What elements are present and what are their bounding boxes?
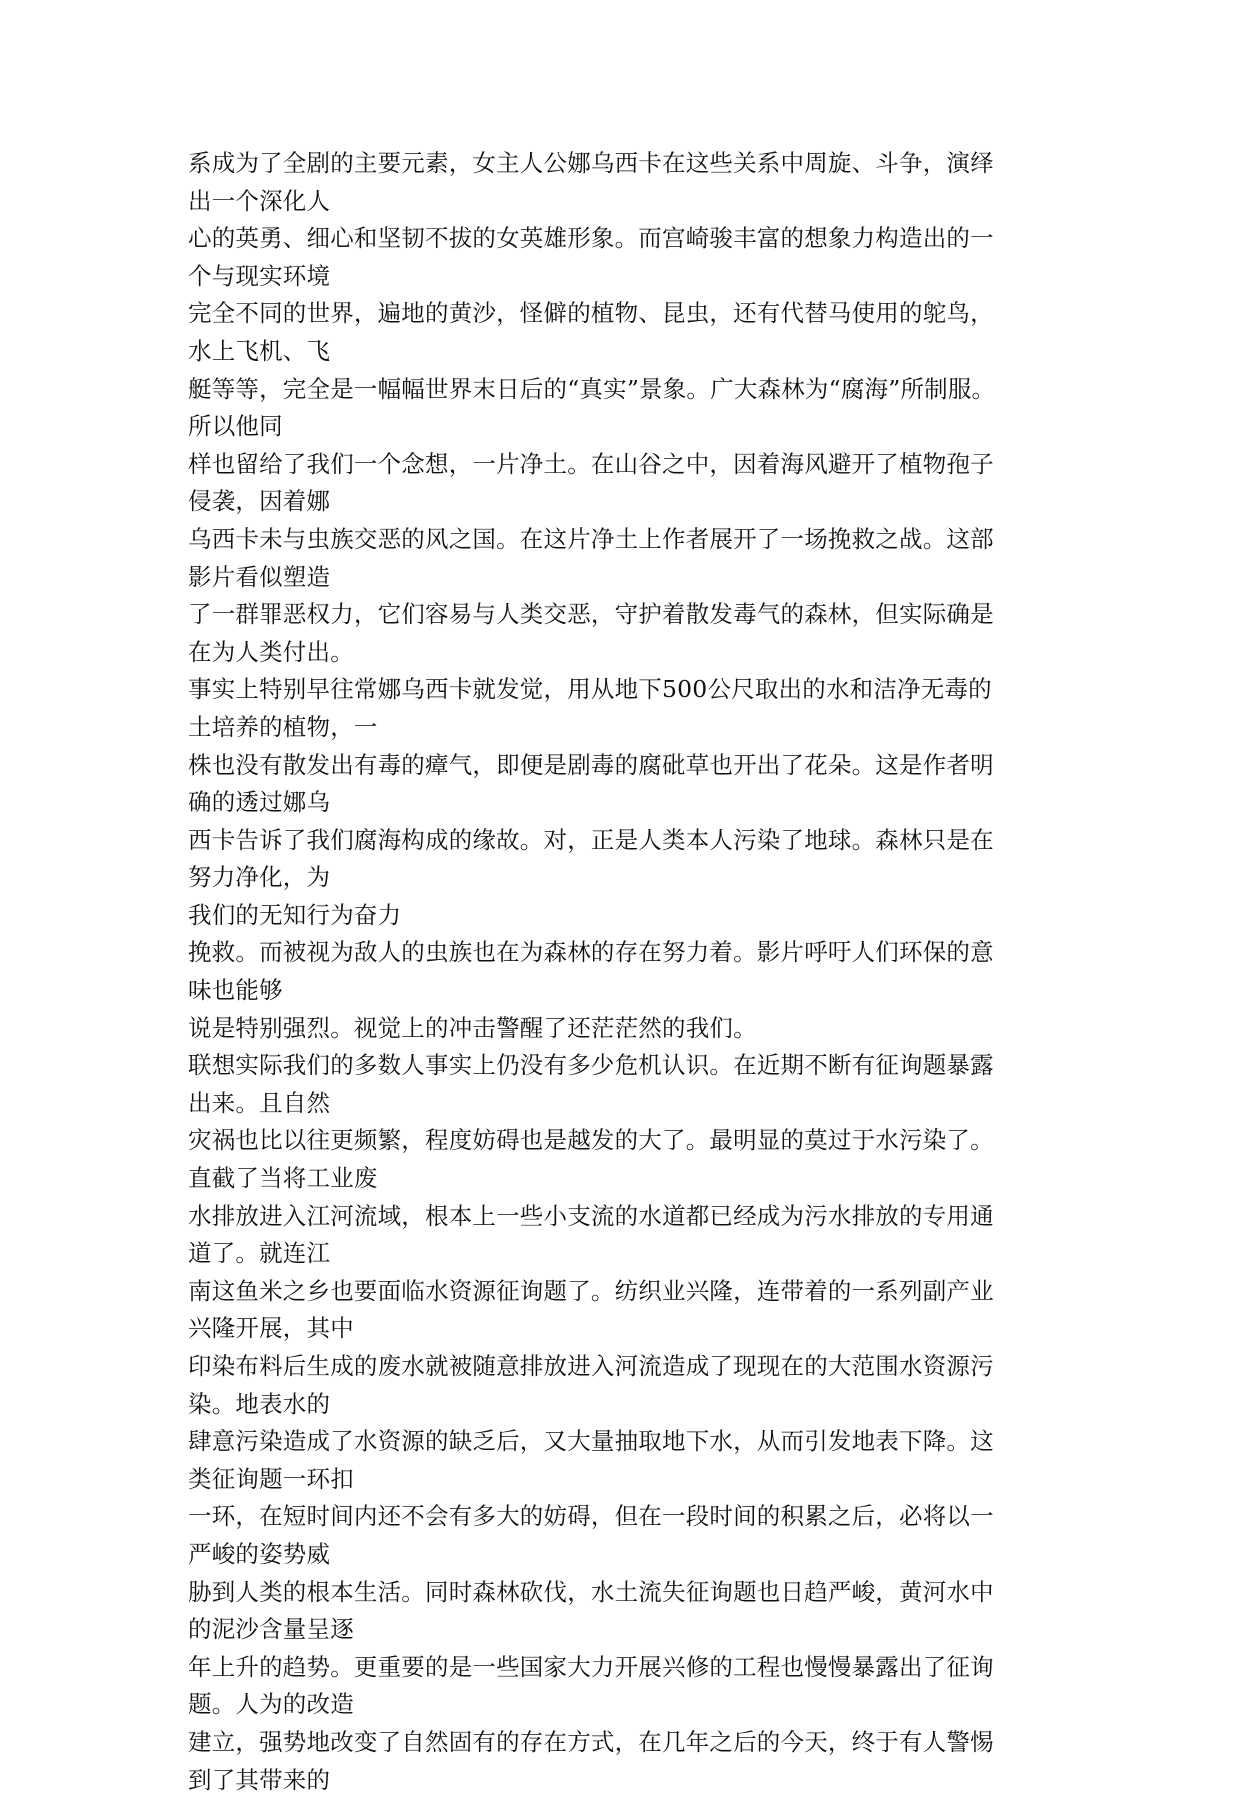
text-line: 道了。就连江 [188,1239,331,1268]
text-line: 联想实际我们的多数人事实上仍没有多少危机认识。在近期不断有征询题暴露 [188,1051,994,1080]
text-line: 印染布料后生成的废水就被随意排放进入河流造成了现现在的大范围水资源污 [188,1352,994,1380]
text-line: 肆意污染造成了水资源的缺乏后，又大量抽取地下水，从而引发地表下降。这 [188,1427,994,1456]
text-line: 到了其带来的 [188,1765,331,1794]
text-line: 系成为了全剧的主要元素，女主人公娜乌西卡在这些关系中周旋、斗争，演绎 [188,149,994,177]
text-line: 水上飞机、飞 [188,336,331,365]
text-line: 艇等等，完全是一幅幅世界末日后的“真实”景象。广大森林为“腐海”所制服。 [188,374,996,403]
text-line: 年上升的趋势。更重要的是一些国家大力开展兴修的工程也慢慢暴露出了征询 [188,1652,994,1681]
text-line: 在为人类付出。 [188,637,354,666]
text-line: 严峻的姿势威 [188,1539,331,1568]
text-line: 完全不同的世界，遍地的黄沙，怪僻的植物、昆虫，还有代替马使用的鸵鸟， [188,299,994,328]
text-line: 乌西卡未与虫族交恶的风之国。在这片净土上作者展开了一场挽救之战。这部 [188,524,994,553]
text-line: 出来。且自然 [188,1088,331,1117]
text-line: 说是特别强烈。视觉上的冲击警醒了还茫茫然的我们。 [188,1013,757,1042]
text-line: 事实上特别早往常娜乌西卡就发觉，用从地下500公尺取出的水和洁净无毒的 [188,675,992,704]
text-line: 努力净化，为 [188,863,331,892]
text-line: 南这鱼米之乡也要面临水资源征询题了。纺织业兴隆，连带着的一系列副产业 [188,1276,994,1305]
text-line: 个与现实环境 [188,261,331,290]
text-line: 出一个深化人 [188,186,331,215]
text-line: 建立，强势地改变了自然固有的存在方式，在几年之后的今天，终于有人警惕 [188,1727,994,1756]
text-line: 挽救。而被视为敌人的虫族也在为森林的存在努力着。影片呼吁人们环保的意 [188,938,994,967]
text-line: 直截了当将工业废 [188,1164,378,1193]
text-line: 类征询题一环扣 [188,1464,354,1493]
text-line: 我们的无知行为奋力 [188,900,402,929]
text-line: 灾祸也比以往更频繁，程度妨碍也是越发的大了。最明显的莫过于水污染了。 [188,1126,994,1155]
text-line: 心的英勇、细心和坚韧不拔的女英雄形象。而宫崎骏丰富的想象力构造出的一 [188,224,994,253]
text-line: 西卡告诉了我们腐海构成的缘故。对，正是人类本人污染了地球。森林只是在 [188,825,994,854]
text-line: 的泥沙含量呈逐 [188,1615,354,1644]
text-line: 题。人为的改造 [188,1690,354,1719]
body-text [188,145,1058,1799]
text-line: 兴隆开展，其中 [188,1314,354,1343]
text-line: 影片看似塑造 [188,562,331,591]
text-line: 胁到人类的根本生活。同时森林砍伐，水土流失征询题也日趋严峻，黄河水中 [188,1577,994,1606]
text-line: 确的透过娜乌 [188,788,331,817]
text-line: 水排放进入江河流域，根本上一些小支流的水道都已经成为污水排放的专用通 [188,1201,994,1230]
text-line: 侵袭，因着娜 [188,487,331,516]
text-line: 一环，在短时间内还不会有多大的妨碍，但在一段时间的积累之后，必将以一 [188,1502,994,1531]
text-line: 味也能够 [188,976,283,1005]
text-line: 样也留给了我们一个念想，一片净土。在山谷之中，因着海风避开了植物孢子 [188,449,994,478]
text-line: 染。地表水的 [188,1389,331,1418]
text-line: 土培养的植物，一 [188,712,378,741]
text-line: 株也没有散发出有毒的瘴气，即便是剧毒的腐砒草也开出了花朵。这是作者明 [188,750,994,779]
text-line: 所以他同 [188,412,283,441]
text-line: 了一群罪恶权力，它们容易与人类交恶，守护着散发毒气的森林，但实际确是 [188,600,994,629]
